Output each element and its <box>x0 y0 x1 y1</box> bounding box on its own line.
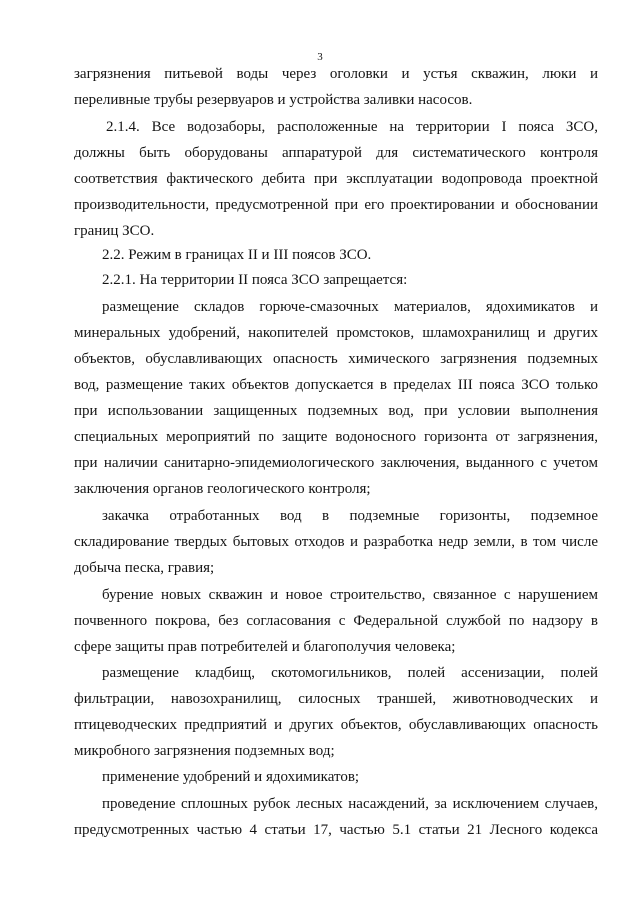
paragraph-first-line: закачка отработанных вод в подземные горизонты, подземное <box>102 508 598 524</box>
text-line: птицеводческих предприятий и других объектов, обуславливающих опасность <box>74 717 598 733</box>
text-line: вод, размещение таких объектов допускается в пределах III пояса ЗСО только <box>74 377 598 393</box>
text-line: почвенного покрова, без согласования с Федеральной службой по надзору в <box>74 613 598 629</box>
paragraph-first-line: 2.1.4. Все водозаборы, расположенные на территории I пояса ЗСО, <box>106 119 598 135</box>
text-line: заключения органов геологического контроля; <box>74 481 371 497</box>
text-line: переливные трубы резервуаров и устройства заливки насосов. <box>74 92 473 108</box>
page-number: 3 <box>317 51 323 63</box>
text-line: предусмотренных частью 4 статьи 17, частью 5.1 статьи 21 Лесного кодекса <box>74 822 598 838</box>
paragraph-first-line: размещение складов горюче-смазочных материалов, ядохимикатов и <box>102 299 598 315</box>
text-line: производительности, предусмотренной при его проектировании и обосновании <box>74 197 598 213</box>
paragraph-first-line: бурение новых скважин и новое строительство, связанное с нарушением <box>102 587 598 603</box>
text-line: объектов, обуславливающих опасность химического загрязнения подземных <box>74 351 598 367</box>
text-line: соответствия фактического дебита при эксплуатации водопровода проектной <box>74 171 598 187</box>
text-line: при наличии санитарно-эпидемиологического заключения, выданного с учетом <box>74 455 598 471</box>
text-line: добыча песка, гравия; <box>74 560 215 576</box>
text-line: загрязнения питьевой воды через оголовки и устья скважин, люки и <box>74 66 598 82</box>
text-line: минеральных удобрений, накопителей промстоков, шламохранилищ и других <box>74 325 598 341</box>
paragraph-first-line: размещение кладбищ, скотомогильников, полей ассенизации, полей <box>102 665 598 681</box>
text-line: должны быть оборудованы аппаратурой для систематического контроля <box>74 145 598 161</box>
text-line: при использовании защищенных подземных вод, при условии выполнения <box>74 403 598 419</box>
text-line: фильтрации, навозохранилищ, силосных траншей, животноводческих и <box>74 691 598 707</box>
text-line: границ ЗСО. <box>74 223 155 239</box>
text-line: специальных мероприятий по защите водоносного горизонта от загрязнения, <box>74 429 598 445</box>
text-line: микробного загрязнения подземных вод; <box>74 743 335 759</box>
text-line: складирование твердых бытовых отходов и разработка недр земли, в том числе <box>74 534 598 550</box>
text-line: сфере защиты прав потребителей и благополучия человека; <box>74 639 456 655</box>
subsection-heading: 2.2.1. На территории II пояса ЗСО запрещается: <box>102 272 408 288</box>
section-heading: 2.2. Режим в границах II и III поясов ЗСО. <box>102 247 372 263</box>
paragraph-line: применение удобрений и ядохимикатов; <box>102 769 360 785</box>
paragraph-first-line: проведение сплошных рубок лесных насаждений, за исключением случаев, <box>102 796 598 812</box>
